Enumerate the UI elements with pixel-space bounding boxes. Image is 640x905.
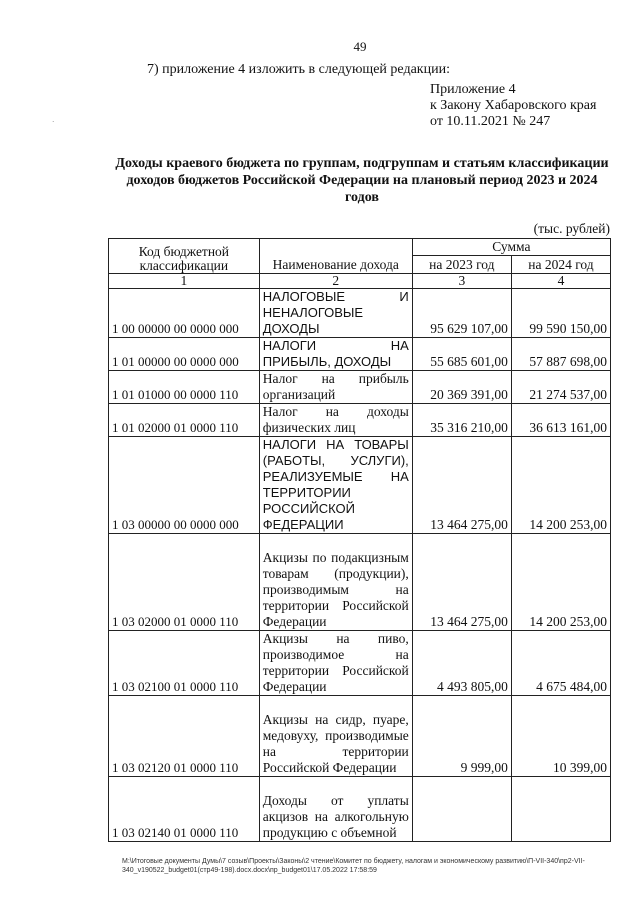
row-code: 1 01 01000 00 0000 110 (109, 371, 260, 404)
row-name: Налог на доходы физических лиц (259, 404, 412, 437)
row-code: 1 03 02100 01 0000 110 (109, 631, 260, 696)
page-number: 49 (353, 39, 367, 54)
row-value-2024: 21 274 537,00 (511, 371, 610, 404)
margin-mark: · (52, 118, 55, 126)
table-row (109, 404, 611, 437)
header-code: Код бюджетной классификации (109, 239, 260, 274)
row-value-2024 (511, 777, 610, 842)
row-value-2023: 13 464 275,00 (412, 437, 511, 534)
table-row (109, 696, 611, 777)
appendix-reference (430, 82, 596, 130)
row-name: Налог на прибыль организаций (259, 371, 412, 404)
table-row (109, 631, 611, 696)
header-year-2023: на 2023 год (412, 256, 511, 274)
revenue-table (108, 238, 611, 842)
row-value-2023: 4 493 805,00 (412, 631, 511, 696)
row-code: 1 03 02120 01 0000 110 (109, 696, 260, 777)
row-name: НАЛОГИ НА ТОВАРЫ (РАБОТЫ, УСЛУГИ), РЕАЛИЗУЕМЫЕ НА ТЕРРИТОРИИ РОССИЙСКОЙ ФЕДЕРАЦИИ (259, 437, 412, 534)
row-value-2024: 36 613 161,00 (511, 404, 610, 437)
file-path-footer: M:\Итоговые документы Думы\7 созыв\Проекты\Законы\2 чтение\Комитет по бюджету, налогам и экономическому развитию\П-VII-340\пр2-VII-340_v190522_budget01(стр49-198).docx.docx\пр_budget01\17.05.2022 17:58:59 (122, 858, 585, 874)
row-code: 1 03 02140 01 0000 110 (109, 777, 260, 842)
appendix-line-3: от 10.11.2021 № 247 (430, 114, 551, 129)
table-row (109, 437, 611, 534)
units-label: (тыс. рублей) (533, 221, 610, 236)
column-number-4: 4 (511, 274, 610, 289)
row-name: Доходы от уплаты акцизов на алкогольную продукцию с объемной (259, 777, 412, 842)
row-value-2023: 95 629 107,00 (412, 289, 511, 338)
row-value-2024: 14 200 253,00 (511, 534, 610, 631)
column-number-3: 3 (412, 274, 511, 289)
row-value-2023 (412, 777, 511, 842)
row-code: 1 01 02000 01 0000 110 (109, 404, 260, 437)
row-name: Акцизы на пиво, производимое на территории Российской Федерации (259, 631, 412, 696)
row-value-2023: 55 685 601,00 (412, 338, 511, 371)
appendix-line-2: к Закону Хабаровского края (430, 98, 597, 113)
row-value-2023: 35 316 210,00 (412, 404, 511, 437)
row-value-2023: 9 999,00 (412, 696, 511, 777)
table-row (109, 338, 611, 371)
row-code: 1 01 00000 00 0000 000 (109, 338, 260, 371)
row-value-2024: 14 200 253,00 (511, 437, 610, 534)
row-code: 1 03 02000 01 0000 110 (109, 534, 260, 631)
header-sum: Сумма (412, 239, 610, 256)
row-value-2024: 4 675 484,00 (511, 631, 610, 696)
amendment-instruction: 7) приложение 4 изложить в следующей редакции: (147, 62, 450, 77)
table-row (109, 777, 611, 842)
document-title: Доходы краевого бюджета по группам, подгруппам и статьям классификации доходов бюджетов Российской Федерации на плановый период 2023 и 2024 годов (115, 156, 609, 205)
row-name: Акцизы на сидр, пуаре, медовуху, производимые на территории Российской Федерации (259, 696, 412, 777)
row-code: 1 00 00000 00 0000 000 (109, 289, 260, 338)
row-name: Акцизы по подакцизным товарам (продукции), производимым на территории Российской Федерации (259, 534, 412, 631)
table-row (109, 289, 611, 338)
column-number-1: 1 (109, 274, 260, 289)
row-code: 1 03 00000 00 0000 000 (109, 437, 260, 534)
row-name: НАЛОГИ НА ПРИБЫЛЬ, ДОХОДЫ (259, 338, 412, 371)
row-value-2024: 10 399,00 (511, 696, 610, 777)
row-name: НАЛОГОВЫЕ И НЕНАЛОГОВЫЕ ДОХОДЫ (259, 289, 412, 338)
appendix-line-1: Приложение 4 (430, 82, 516, 97)
column-number-2: 2 (259, 274, 412, 289)
row-value-2023: 13 464 275,00 (412, 534, 511, 631)
row-value-2024: 99 590 150,00 (511, 289, 610, 338)
table-row (109, 534, 611, 631)
table-row (109, 371, 611, 404)
header-name: Наименование дохода (259, 239, 412, 274)
row-value-2024: 57 887 698,00 (511, 338, 610, 371)
header-year-2024: на 2024 год (511, 256, 610, 274)
row-value-2023: 20 369 391,00 (412, 371, 511, 404)
